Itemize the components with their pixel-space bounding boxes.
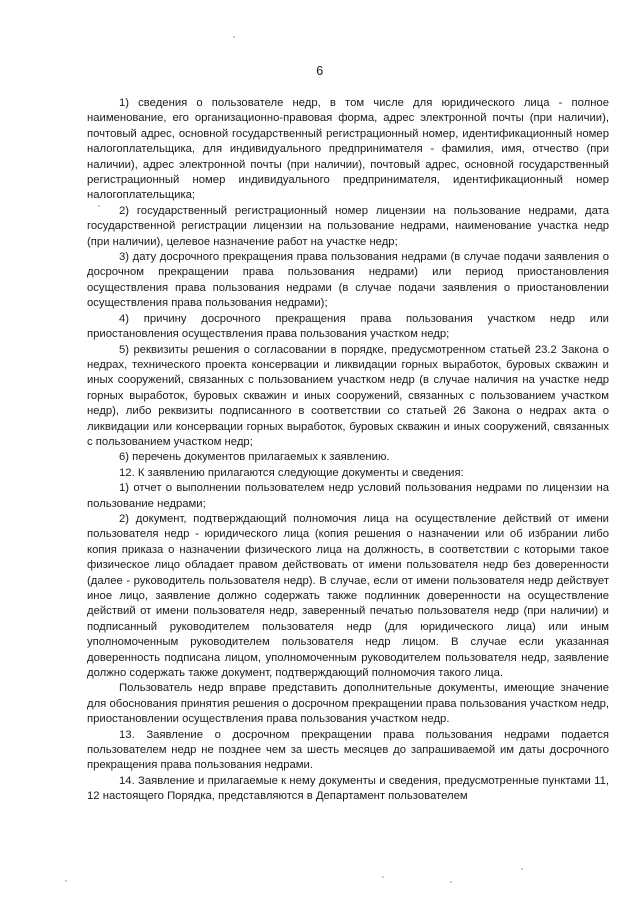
document-body bbox=[87, 96, 609, 805]
paragraph-clause-14: 14. Заявление и прилагаемые к нему документы и сведения, предусмотренные пунктами 11, 12 настоящего Порядка, представляются в Департамент пользователем bbox=[87, 774, 609, 803]
paragraph-attachment-2: 2) документ, подтверждающий полномочия лица на осуществление действий от имени пользователя недр - юридического лица (копия решения о назначении или об избрании либо копия приказа о назначении физического лица на должность, в соответствии с которыми такое физическое лицо обладает правом действовать от имени пользователя недр без доверенности (далее - руководитель пользователя недр). В случае, если от имени пользователя недр действует иное лицо, заявление должно содержать также подлинник доверенности на осуществление действий от имени пользователя недр, заверенный печатью пользователя недр (при наличии) и подписанный руководителем пользователя недр (для юридического лица) или иным уполномоченным руководителем пользователя недр лицом. В случае если указанная доверенность подписана лицом, уполномоченным руководителем пользователя недр, заявление должно содержать также документ, подтверждающий полномочия такого лица. bbox=[87, 512, 609, 680]
scan-speck bbox=[65, 880, 67, 882]
paragraph-item-2: 2) государственный регистрационный номер лицензии на пользование недрами, дата государственной регистрации лицензии на пользование недрами, наименование участка недр (при наличии), целевое назначение работ на участке недр; bbox=[87, 204, 609, 248]
scan-speck bbox=[521, 868, 523, 870]
scan-speck bbox=[98, 205, 100, 207]
paragraph-clause-12: 12. К заявлению прилагаются следующие документы и сведения: bbox=[119, 466, 464, 479]
paragraph-attachment-1: 1) отчет о выполнении пользователем недр условий пользования недрами по лицензии на пользование недрами; bbox=[87, 482, 609, 510]
scan-speck bbox=[233, 36, 235, 38]
paragraph-item-5: 5) реквизиты решения о согласовании в порядке, предусмотренном статьей 23.2 Закона о недрах, технического проекта консервации и ликвидации горных выработок, буровых скважин и иных сооружений, связанных с пользованием участком недр (в случае наличия на участке недр горных выработок, буровых скважин и иных сооружений, связанных с пользованием участком недр), либо реквизиты подписанного в соответствии со статьей 26 Закона о недрах акта о ликвидации или консервации горных выработок, буровых скважин и иных сооружений, связанных с пользованием участком недр; bbox=[87, 343, 609, 448]
page-number: 6 bbox=[316, 64, 324, 78]
paragraph-additional-documents: Пользователь недр вправе представить дополнительные документы, имеющие значение для обоснования принятия решения о досрочном прекращении права пользования участком недр, приостановлении осуществления права пользования участком недр. bbox=[87, 682, 609, 726]
paragraph-item-3: 3) дату досрочного прекращения права пользования недрами (в случае подачи заявления о досрочном прекращении права пользования недрами) или период приостановления осуществления права пользования недрами (в случае подачи заявления о приостановлении осуществления права пользования недрами); bbox=[87, 251, 609, 310]
scan-speck bbox=[450, 881, 452, 883]
scan-speck bbox=[382, 876, 384, 878]
paragraph-item-1: 1) сведения о пользователе недр, в том числе для юридического лица - полное наименование, его организационно-правовая форма, адрес электронной почты (при наличии), почтовый адрес, основной государственный регистрационный номер, идентификационный номер налогоплательщика, для индивидуального предпринимателя - фамилия, имя, отчество (при наличии), адрес электронной почты (при наличии), почтовый адрес, основной государственный регистрационный номер индивидуального предпринимателя, идентификационный номер налогоплательщика; bbox=[87, 97, 609, 202]
paragraph-item-6: 6) перечень документов прилагаемых к заявлению. bbox=[119, 451, 390, 464]
paragraph-clause-13: 13. Заявление о досрочном прекращении права пользования недрами подается пользователем недр не позднее чем за шесть месяцев до запрашиваемой им даты досрочного прекращения права пользования недрами. bbox=[87, 728, 609, 772]
paragraph-item-4: 4) причину досрочного прекращения права пользования участком недр или приостановления осуществления права пользования участком недр; bbox=[87, 312, 609, 341]
